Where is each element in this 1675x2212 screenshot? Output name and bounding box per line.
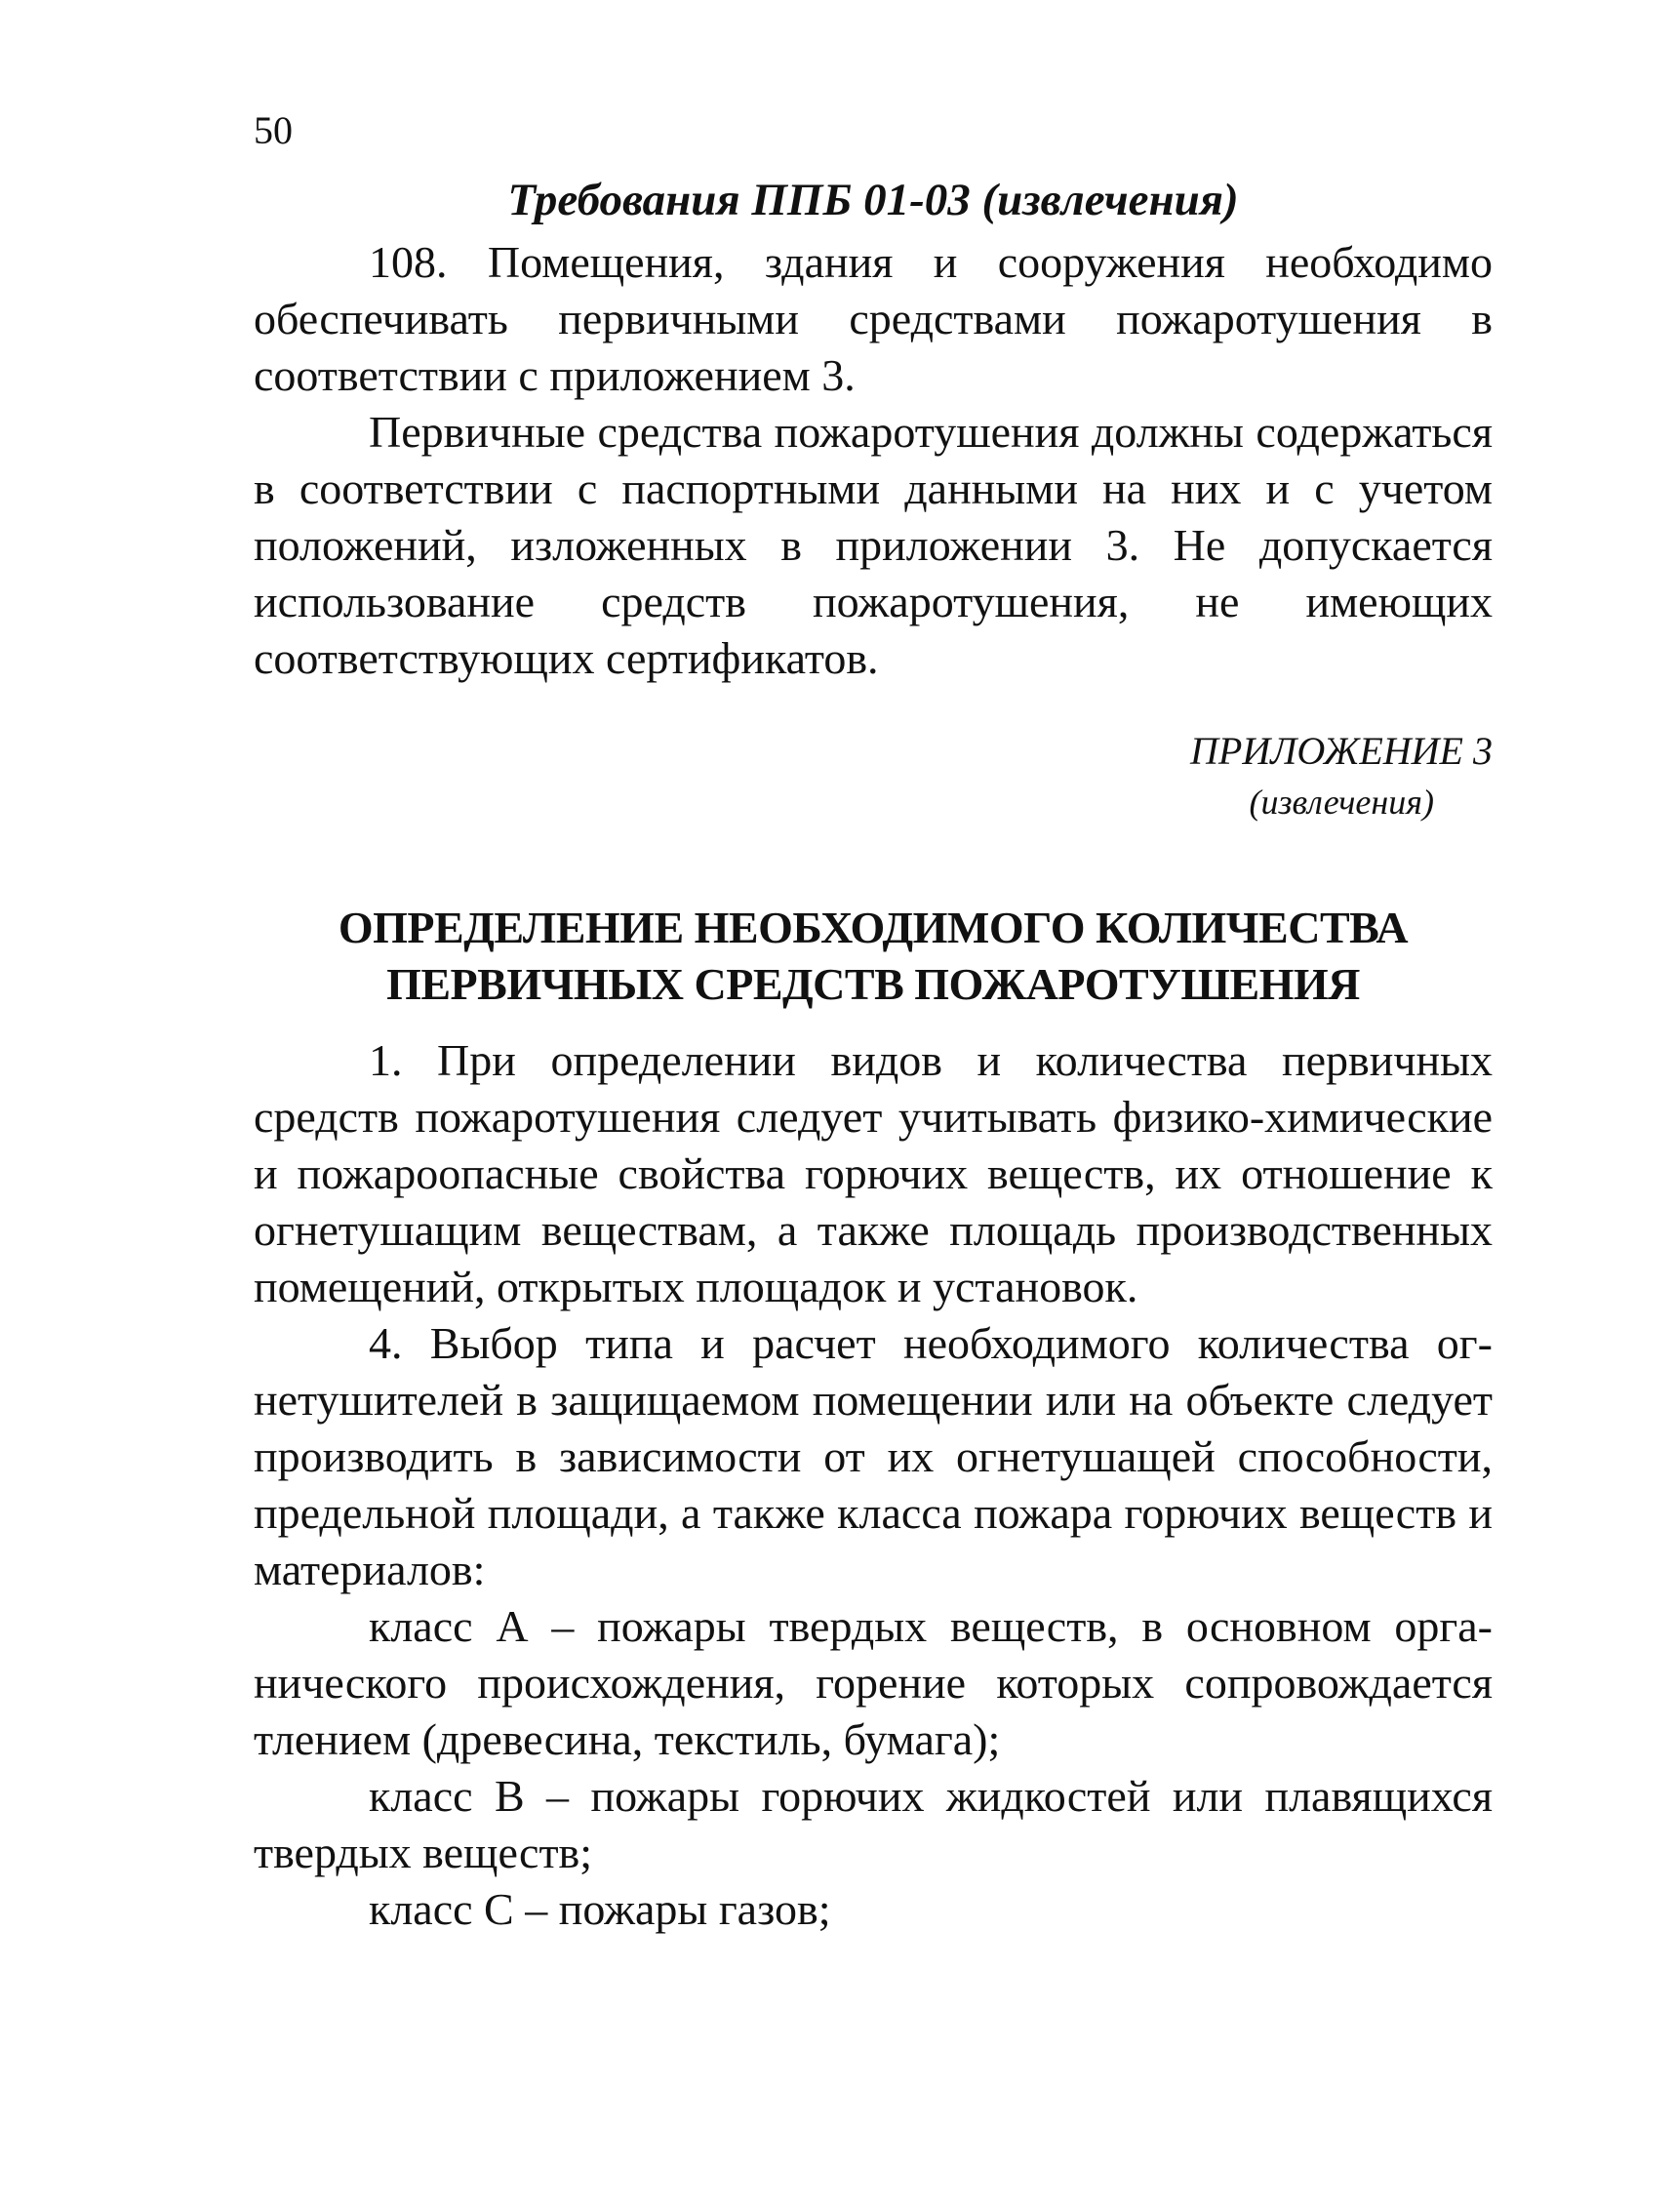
main-heading-line-1: ОПРЕДЕЛЕНИЕ НЕОБХОДИМОГО КОЛИЧЕСТВА <box>338 903 1409 952</box>
document-page <box>254 107 1493 1938</box>
page-number: 50 <box>254 108 293 152</box>
paragraph-class-b: класс В – пожары горючих жидкостей или плавящихся твердых веществ; <box>254 1771 1493 1877</box>
section-title: Требования ППБ 01-03 (извлечения) <box>507 175 1239 225</box>
paragraph-class-c: класс С – пожары газов; <box>369 1884 831 1934</box>
main-heading <box>254 900 1493 1013</box>
paragraph-item-1: 1. При определении видов и количества первичных средств пожаротушения следует учитывать физико-химические и пожароопасные свойства горючих веществ, их отношение к огнетушащим веществам, а также площадь производственных помещений, открытых площадок и установок. <box>254 1035 1493 1311</box>
appendix-reference <box>254 726 1493 827</box>
appendix-note: (извлечения) <box>1249 783 1434 822</box>
paragraph-primary-means: Первичные средства пожаротушения должны содержаться в соответствии с паспортными данными на них и с учетом положений, изложенных в приложении 3. Не допускается использование средств пожаротушения, не имеющих соответствующих сертификатов. <box>254 407 1493 683</box>
paragraph-item-4: 4. Выбор типа и расчет необходимого количества огнетушителей в защищаемом помещении или на объекте следует производить в зависимости от их огнетушащей способности, предельной площади, а также класса пожара горючих веществ и материалов: <box>254 1318 1493 1594</box>
appendix-label: ПРИЛОЖЕНИЕ 3 <box>1190 729 1493 773</box>
paragraph-108: 108. Помещения, здания и сооружения необходимо обеспечивать первичными средствами пожаротушения в соответствии с приложением 3. <box>254 237 1493 400</box>
paragraph-class-a: класс А – пожары твердых веществ, в основном органического происхождения, горение которых сопровождается тлением (древесина, текстиль, бумага); <box>254 1601 1493 1764</box>
main-heading-line-2: ПЕРВИЧНЫХ СРЕДСТВ ПОЖАРОТУШЕНИЯ <box>386 959 1360 1009</box>
